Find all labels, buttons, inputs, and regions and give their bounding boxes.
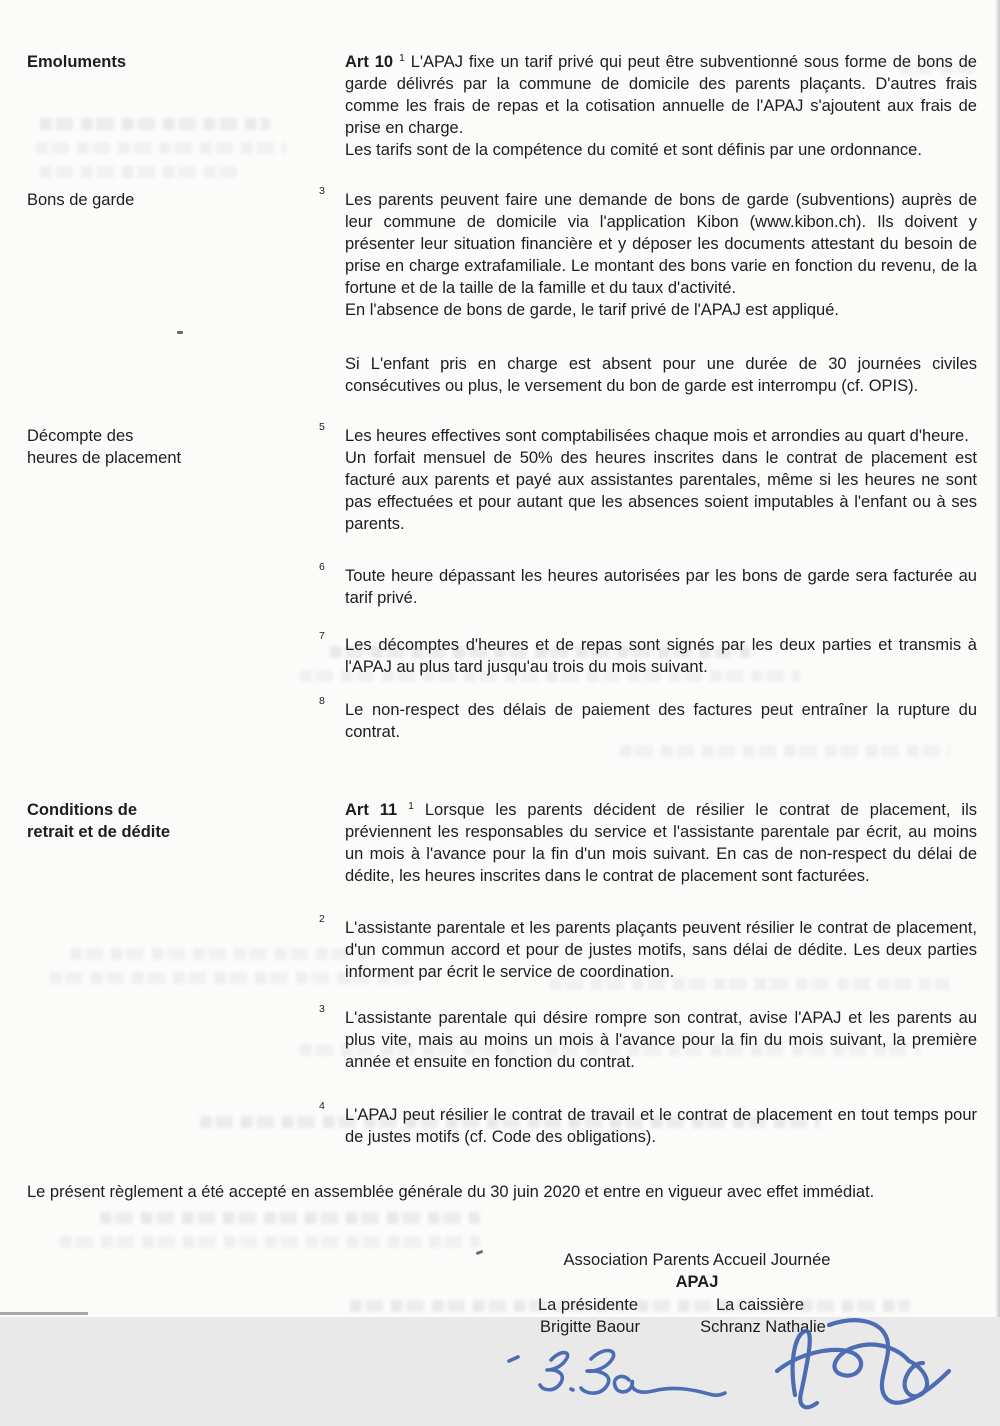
section-row-decompte: [27, 421, 977, 743]
paragraph-text: L'APAJ peut résilier le contrat de travail et le contrat de placement en tout temps pour de justes motifs (cf. Code des obligations).: [345, 1106, 977, 1146]
paragraph-art11-4: [319, 1100, 977, 1148]
section-label-conditions: [27, 799, 345, 1148]
paragraph-number-superscript: 8: [319, 695, 325, 707]
section-label-decompte: [27, 425, 345, 743]
paragraph-text: Les décomptes d'heures et de repas sont signés par les deux parties et transmis à l'APAJ au plus tard jusqu'au trois du mois suivant.: [345, 636, 977, 676]
org-abbreviation: APAJ: [675, 1273, 719, 1291]
paragraph-art11-1: [345, 799, 977, 887]
section-label-line: Conditions de: [27, 801, 137, 819]
president-role-label: La présidente: [538, 1296, 638, 1314]
paragraph-text: Lorsque les parents décident de résilier le contrat de placement, ils préviennent les responsables du service et l'assistante parentale par écrit, au moins un mois à l'avance pour la fin d'un mois suivant. En cas de non-respect du délai de dédite, les heures inscrites dans le contrat de placement sont facturées.: [345, 801, 977, 885]
paragraph-6: [319, 561, 977, 609]
paragraph-text: Un forfait mensuel de 50% des heures inscrites dans le contrat de placement est facturé aux parents et payé aux assistantes parentales, même si les heures ne sont pas effectuées et pour autant que les absences soient imputables à l'enfant ou à ses parents.: [345, 449, 977, 533]
treasurer-name: Schranz Nathalie: [700, 1318, 826, 1336]
president-signature: [495, 1347, 735, 1409]
article-label: Art 10: [345, 53, 394, 71]
section-row-emoluments: [27, 51, 977, 161]
paragraph-number-superscript: 2: [319, 913, 325, 925]
paragraph-8: [319, 695, 977, 743]
paragraph-3: [319, 185, 977, 321]
treasurer-signature: [765, 1309, 965, 1421]
section-row-conditions: [27, 799, 977, 1148]
paragraph-text: L'assistante parentale et les parents plaçants peuvent résilier le contrat de placement, d'un commun accord et pour de justes motifs, sans délai de dédite. Les deux parties informent par écrit le service de coordination.: [345, 919, 977, 981]
treasurer-role-label: La caissière: [715, 1296, 805, 1314]
paragraph-5: [319, 421, 977, 535]
section-label-line: Décompte des: [27, 427, 134, 445]
section-label-line: Emoluments: [27, 53, 127, 71]
paragraph-text: L'assistante parentale qui désire rompre son contrat, avise l'APAJ et les parents au plus vite, mais au moins un mois à l'avance pour la fin du mois suivant, la première année et ensuite en fonction du contrat.: [345, 1009, 977, 1071]
signature-block: [27, 1249, 977, 1426]
paragraph-number-superscript: 3: [319, 185, 325, 197]
paragraph-text: Si L'enfant pris en charge est absent pour une durée de 30 journées civiles consécutives ou plus, le versement du bon de garde est interrompu (cf. OPIS).: [345, 355, 977, 395]
paragraph-text: Le non-respect des délais de paiement des factures peut entraîner la rupture du contrat.: [345, 701, 977, 741]
president-name: Brigitte Baour: [540, 1318, 640, 1336]
paragraph-art11-2: [319, 913, 977, 983]
paragraph-text: En l'absence de bons de garde, le tarif privé de l'APAJ est appliqué.: [345, 301, 839, 319]
section-row-bons-de-garde: [27, 185, 977, 397]
paragraph-text: Les tarifs sont de la compétence du comité et sont définis par une ordonnance.: [345, 141, 922, 159]
paragraph-text: Les parents peuvent faire une demande de bons de garde (subventions) auprès de leur commune de domicile via l'application Kibon (www.kibon.ch). Ils doivent y présenter leur situation financière et y déposer les documents attestant du besoin de prise en charge extrafamiliale. Le montant des bons varie en fonction du revenu, de la fortune et de la taille de la famille et du taux d'activité.: [345, 191, 977, 297]
paragraph-text: Toute heure dépassant les heures autorisées par les bons de garde sera facturée au tarif privé.: [345, 567, 977, 607]
paragraph-art10-1: [345, 51, 977, 161]
paragraph-absence-note: [345, 353, 977, 397]
paragraph-number-superscript: 4: [319, 1100, 325, 1112]
section-label-line: Bons de garde: [27, 191, 135, 209]
closing-statement: Le présent règlement a été accepté en assemblée générale du 30 juin 2020 et entre en vigueur avec effet immédiat.: [27, 1183, 875, 1201]
paragraph-7: [319, 630, 977, 678]
paragraph-number-superscript: 7: [319, 630, 325, 642]
paragraph-text: Les heures effectives sont comptabilisées chaque mois et arrondies au quart d'heure.: [345, 427, 969, 445]
section-label-bons-de-garde: [27, 189, 345, 397]
section-label-emoluments: [27, 51, 345, 161]
bleedthrough-smudge: [100, 1212, 480, 1224]
paragraph-text: L'APAJ fixe un tarif privé qui peut être subventionné sous forme de bons de garde délivrés par la commune de domicile des parents plaçants. D'autres frais comme les frais de repas et la cotisation annuelle de l'APAJ s'ajoutent aux frais de prise en charge.: [345, 53, 977, 137]
section-label-line: heures de placement: [27, 449, 182, 467]
paragraph-art11-3: [319, 1003, 977, 1073]
paragraph-number-superscript: 5: [319, 421, 325, 433]
org-name: Association Parents Accueil Journée: [563, 1251, 831, 1269]
paragraph-number-superscript: 6: [319, 561, 325, 573]
bleedthrough-smudge: [40, 166, 245, 178]
section-label-line: retrait et de dédite: [27, 823, 171, 841]
bleedthrough-smudge: [60, 1236, 480, 1248]
article-label: Art 11: [345, 801, 398, 819]
paragraph-number-superscript: 1: [408, 800, 414, 812]
paragraph-number-superscript: 1: [398, 52, 405, 64]
paragraph-number-superscript: 3: [319, 1003, 325, 1015]
bleedthrough-smudge: [620, 745, 950, 757]
